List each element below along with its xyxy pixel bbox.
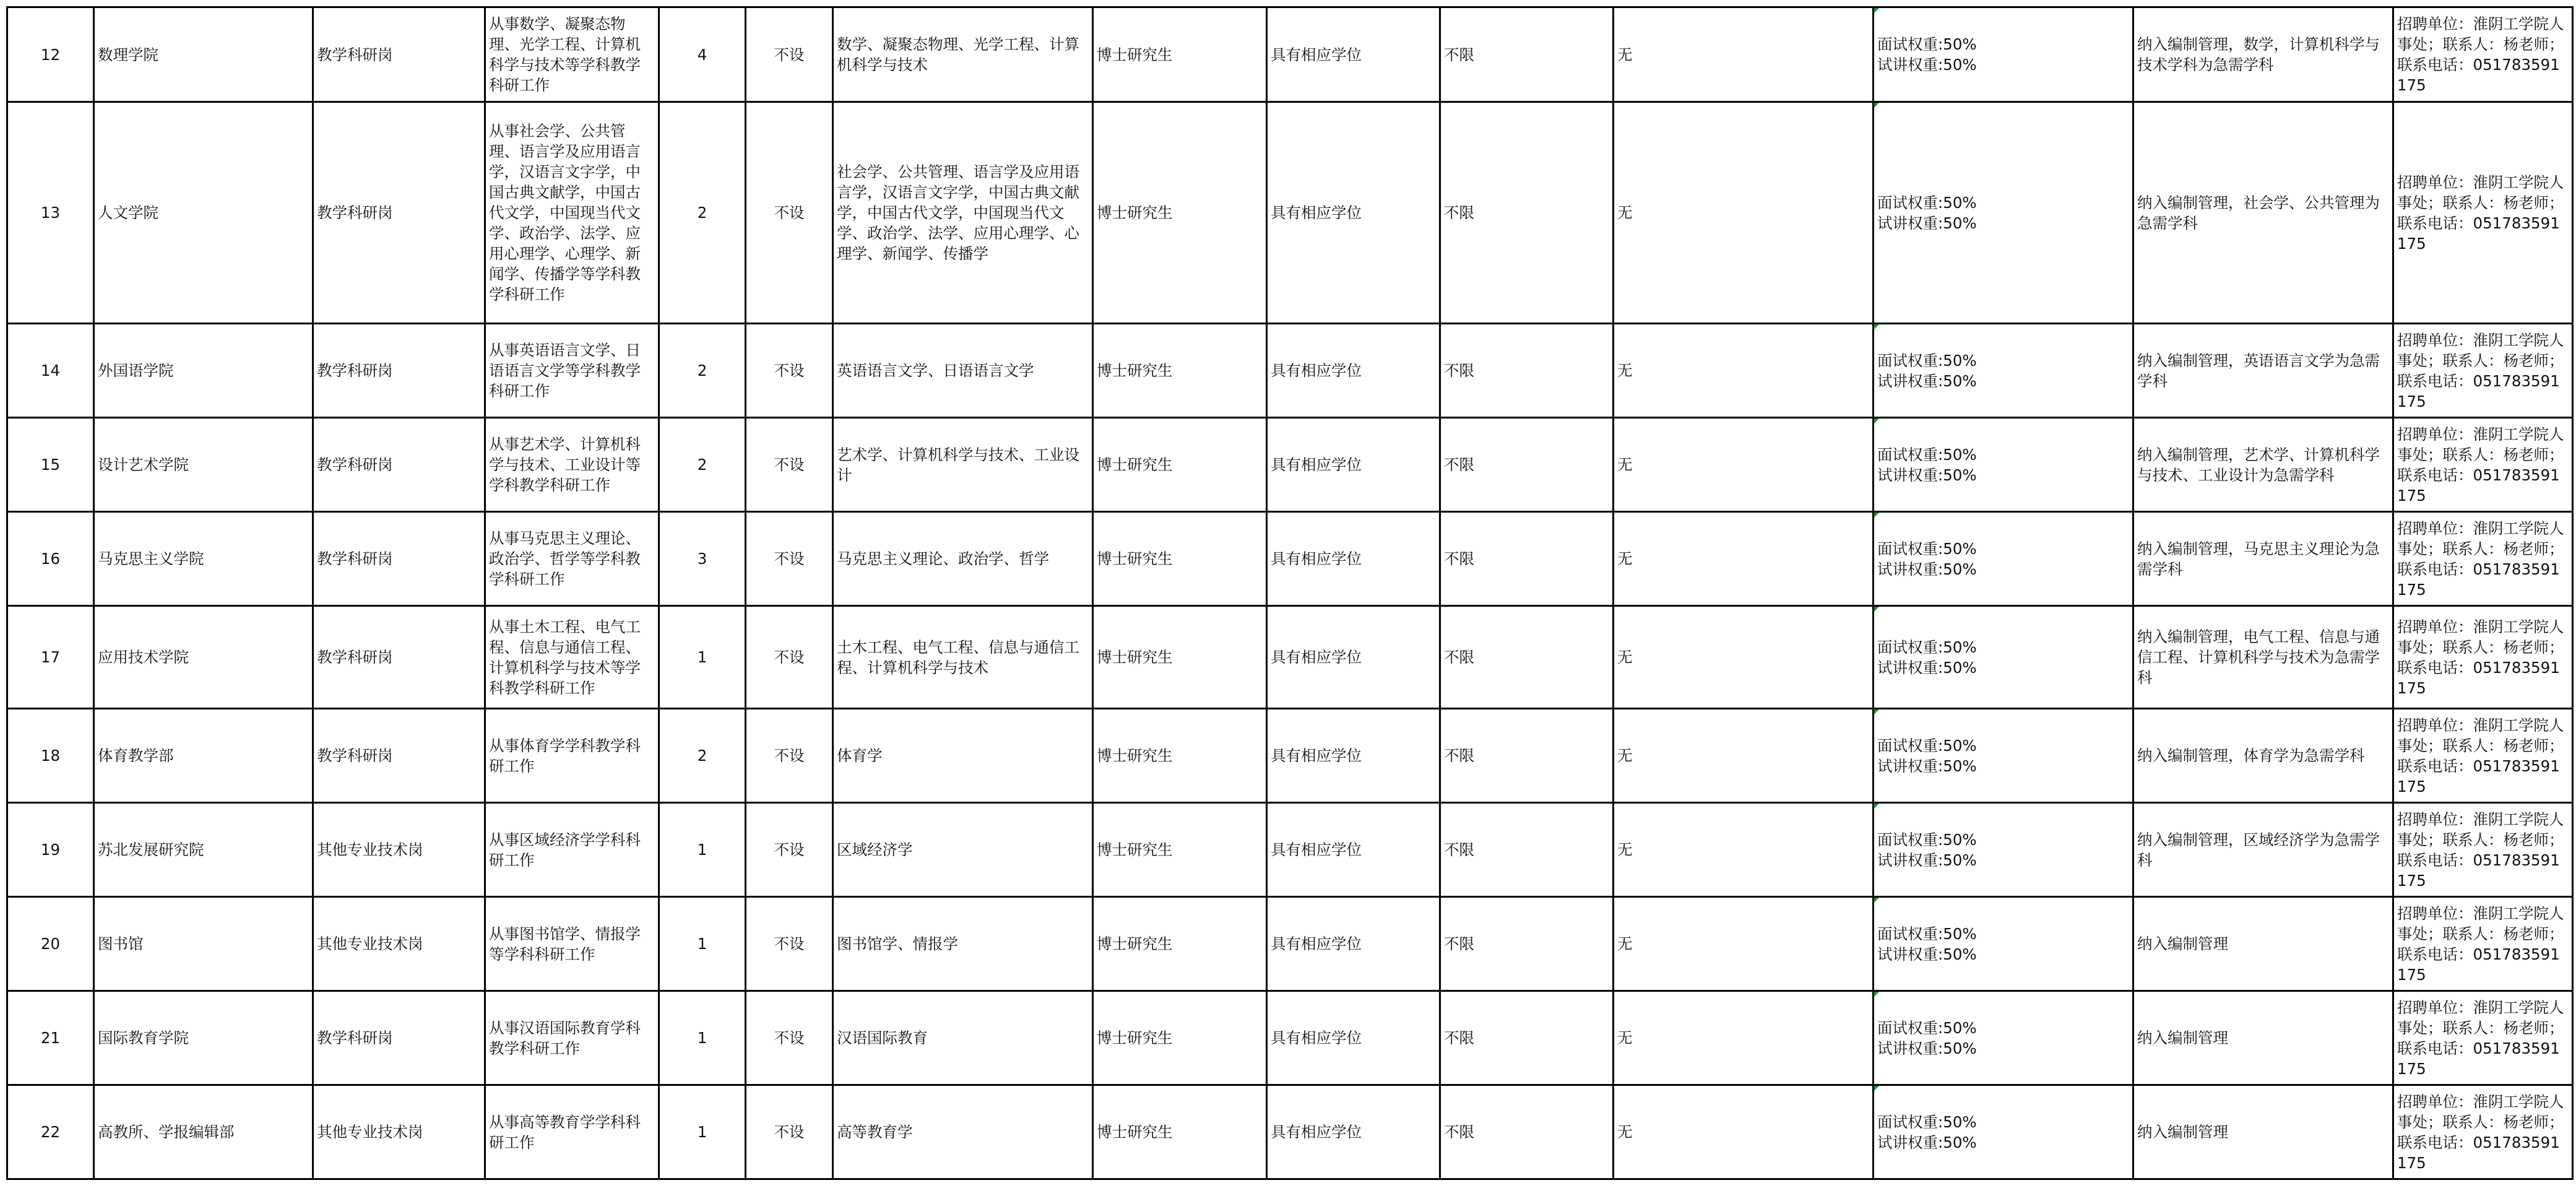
hiring-count-cell: 2 <box>659 324 746 418</box>
assessment-weights-cell <box>1874 102 2133 324</box>
exam-ratio-cell: 不设 <box>746 803 833 897</box>
major-requirement-cell: 区域经济学 <box>833 803 1093 897</box>
table-row <box>7 102 2573 324</box>
remarks-cell: 纳入编制管理，体育学为急需学科 <box>2133 709 2393 803</box>
hiring-unit-cell: 外国语学院 <box>94 324 313 418</box>
weight-interview-text: 面试权重:50% <box>1877 35 1977 53</box>
hiring-unit-cell: 高教所、学报编辑部 <box>94 1085 313 1179</box>
remarks-cell: 纳入编制管理 <box>2133 1085 2393 1179</box>
exam-ratio-cell: 不设 <box>746 512 833 606</box>
degree-requirement-cell: 具有相应学位 <box>1267 512 1440 606</box>
contact-info-cell: 招聘单位：淮阴工学院人事处；联系人：杨老师；联系电话：051783591175 <box>2393 803 2573 897</box>
education-requirement-cell: 博士研究生 <box>1093 803 1267 897</box>
education-requirement-cell: 博士研究生 <box>1093 1085 1267 1179</box>
education-requirement-cell: 博士研究生 <box>1093 512 1267 606</box>
comment-indicator-icon <box>1874 992 1879 997</box>
weight-interview-text: 面试权重:50% <box>1877 445 1977 464</box>
post-duty-cell: 从事汉语国际教育学科教学科研工作 <box>485 991 659 1085</box>
post-duty-cell: 从事马克思主义理论、政治学、哲学等学科教学科研工作 <box>485 512 659 606</box>
hiring-unit-cell: 图书馆 <box>94 897 313 991</box>
major-requirement-cell: 英语语言文学、日语语言文学 <box>833 324 1093 418</box>
comment-indicator-icon <box>1874 324 1879 329</box>
row-number-cell: 15 <box>7 418 94 512</box>
assessment-weights-cell <box>1874 324 2133 418</box>
contact-info-cell: 招聘单位：淮阴工学院人事处；联系人：杨老师；联系电话：051783591175 <box>2393 991 2573 1085</box>
remarks-cell: 纳入编制管理，英语语言文学为急需学科 <box>2133 324 2393 418</box>
weight-lecture-text: 试讲权重:50% <box>1877 214 1977 232</box>
row-number-cell: 17 <box>7 606 94 709</box>
degree-requirement-cell: 具有相应学位 <box>1267 803 1440 897</box>
exam-ratio-cell: 不设 <box>746 7 833 102</box>
recruitment-table <box>6 6 2574 1180</box>
post-duty-cell: 从事图书馆学、情报学等学科科研工作 <box>485 897 659 991</box>
hiring-unit-cell: 人文学院 <box>94 102 313 324</box>
comment-indicator-icon <box>1874 8 1879 13</box>
degree-requirement-cell: 具有相应学位 <box>1267 897 1440 991</box>
row-number-cell: 20 <box>7 897 94 991</box>
post-duty-cell: 从事社会学、公共管理、语言学及应用语言学，汉语言文字学，中国古典文献学，中国古代文学，中国现当代文学、政治学、法学、应用心理学、心理学、新闻学、传播学等学科教学科研工作 <box>485 102 659 324</box>
exam-ratio-cell: 不设 <box>746 1085 833 1179</box>
age-requirement-cell: 不限 <box>1440 512 1614 606</box>
hiring-unit-cell: 国际教育学院 <box>94 991 313 1085</box>
remarks-cell: 纳入编制管理，电气工程、信息与通信工程、计算机科学与技术为急需学科 <box>2133 606 2393 709</box>
comment-indicator-icon <box>1874 418 1879 423</box>
major-requirement-cell: 汉语国际教育 <box>833 991 1093 1085</box>
other-requirement-cell: 无 <box>1614 803 1874 897</box>
other-requirement-cell: 无 <box>1614 1085 1874 1179</box>
contact-info-cell: 招聘单位：淮阴工学院人事处；联系人：杨老师；联系电话：051783591175 <box>2393 324 2573 418</box>
table-row <box>7 7 2573 102</box>
weight-lecture-text: 试讲权重:50% <box>1877 560 1977 578</box>
row-number-cell: 22 <box>7 1085 94 1179</box>
exam-ratio-cell: 不设 <box>746 606 833 709</box>
age-requirement-cell: 不限 <box>1440 803 1614 897</box>
weight-interview-text: 面试权重:50% <box>1877 193 1977 212</box>
comment-indicator-icon <box>1874 898 1879 903</box>
post-type-cell: 其他专业技术岗 <box>313 1085 485 1179</box>
post-type-cell: 教学科研岗 <box>313 102 485 324</box>
hiring-count-cell: 4 <box>659 7 746 102</box>
contact-info-cell: 招聘单位：淮阴工学院人事处；联系人：杨老师；联系电话：051783591175 <box>2393 897 2573 991</box>
post-type-cell: 其他专业技术岗 <box>313 897 485 991</box>
hiring-count-cell: 1 <box>659 606 746 709</box>
assessment-weights-cell <box>1874 709 2133 803</box>
post-duty-cell: 从事体育学学科教学科研工作 <box>485 709 659 803</box>
education-requirement-cell: 博士研究生 <box>1093 897 1267 991</box>
table-row <box>7 709 2573 803</box>
weight-interview-text: 面试权重:50% <box>1877 1018 1977 1037</box>
weight-lecture-text: 试讲权重:50% <box>1877 1039 1977 1057</box>
age-requirement-cell: 不限 <box>1440 709 1614 803</box>
post-type-cell: 教学科研岗 <box>313 709 485 803</box>
remarks-cell: 纳入编制管理 <box>2133 897 2393 991</box>
hiring-unit-cell: 设计艺术学院 <box>94 418 313 512</box>
assessment-weights-cell <box>1874 991 2133 1085</box>
education-requirement-cell: 博士研究生 <box>1093 418 1267 512</box>
weight-lecture-text: 试讲权重:50% <box>1877 1133 1977 1151</box>
row-number-cell: 18 <box>7 709 94 803</box>
other-requirement-cell: 无 <box>1614 897 1874 991</box>
comment-indicator-icon <box>1874 607 1879 612</box>
post-type-cell: 教学科研岗 <box>313 7 485 102</box>
assessment-weights-cell <box>1874 897 2133 991</box>
other-requirement-cell: 无 <box>1614 7 1874 102</box>
other-requirement-cell: 无 <box>1614 102 1874 324</box>
education-requirement-cell: 博士研究生 <box>1093 709 1267 803</box>
assessment-weights-cell <box>1874 418 2133 512</box>
weight-lecture-text: 试讲权重:50% <box>1877 851 1977 869</box>
weight-interview-text: 面试权重:50% <box>1877 736 1977 755</box>
remarks-cell: 纳入编制管理，艺术学、计算机科学与技术、工业设计为急需学科 <box>2133 418 2393 512</box>
degree-requirement-cell: 具有相应学位 <box>1267 418 1440 512</box>
table-row <box>7 324 2573 418</box>
row-number-cell: 12 <box>7 7 94 102</box>
weight-interview-text: 面试权重:50% <box>1877 1112 1977 1131</box>
other-requirement-cell: 无 <box>1614 991 1874 1085</box>
weight-interview-text: 面试权重:50% <box>1877 539 1977 558</box>
contact-info-cell: 招聘单位：淮阴工学院人事处；联系人：杨老师；联系电话：051783591175 <box>2393 102 2573 324</box>
degree-requirement-cell: 具有相应学位 <box>1267 709 1440 803</box>
post-type-cell: 教学科研岗 <box>313 991 485 1085</box>
assessment-weights-cell <box>1874 7 2133 102</box>
row-number-cell: 19 <box>7 803 94 897</box>
post-type-cell: 其他专业技术岗 <box>313 803 485 897</box>
major-requirement-cell: 数学、凝聚态物理、光学工程、计算机科学与技术 <box>833 7 1093 102</box>
weight-lecture-text: 试讲权重:50% <box>1877 945 1977 963</box>
exam-ratio-cell: 不设 <box>746 897 833 991</box>
major-requirement-cell: 土木工程、电气工程、信息与通信工程、计算机科学与技术 <box>833 606 1093 709</box>
degree-requirement-cell: 具有相应学位 <box>1267 1085 1440 1179</box>
degree-requirement-cell: 具有相应学位 <box>1267 991 1440 1085</box>
age-requirement-cell: 不限 <box>1440 102 1614 324</box>
age-requirement-cell: 不限 <box>1440 418 1614 512</box>
remarks-cell: 纳入编制管理，社会学、公共管理为急需学科 <box>2133 102 2393 324</box>
age-requirement-cell: 不限 <box>1440 991 1614 1085</box>
contact-info-cell: 招聘单位：淮阴工学院人事处；联系人：杨老师；联系电话：051783591175 <box>2393 7 2573 102</box>
education-requirement-cell: 博士研究生 <box>1093 7 1267 102</box>
weight-lecture-text: 试讲权重:50% <box>1877 371 1977 390</box>
contact-info-cell: 招聘单位：淮阴工学院人事处；联系人：杨老师；联系电话：051783591175 <box>2393 418 2573 512</box>
table-row <box>7 803 2573 897</box>
table-row <box>7 418 2573 512</box>
age-requirement-cell: 不限 <box>1440 7 1614 102</box>
hiring-count-cell: 2 <box>659 418 746 512</box>
comment-indicator-icon <box>1874 1086 1879 1091</box>
hiring-count-cell: 2 <box>659 102 746 324</box>
row-number-cell: 14 <box>7 324 94 418</box>
table-row <box>7 1085 2573 1179</box>
post-duty-cell: 从事英语语言文学、日语语言文学等学科教学科研工作 <box>485 324 659 418</box>
weight-interview-text: 面试权重:50% <box>1877 638 1977 656</box>
degree-requirement-cell: 具有相应学位 <box>1267 324 1440 418</box>
post-duty-cell: 从事艺术学、计算机科学与技术、工业设计等学科教学科研工作 <box>485 418 659 512</box>
hiring-count-cell: 1 <box>659 1085 746 1179</box>
weight-interview-text: 面试权重:50% <box>1877 830 1977 849</box>
degree-requirement-cell: 具有相应学位 <box>1267 606 1440 709</box>
contact-info-cell: 招聘单位：淮阴工学院人事处；联系人：杨老师；联系电话：051783591175 <box>2393 512 2573 606</box>
comment-indicator-icon <box>1874 103 1879 108</box>
row-number-cell: 16 <box>7 512 94 606</box>
assessment-weights-cell <box>1874 606 2133 709</box>
weight-lecture-text: 试讲权重:50% <box>1877 466 1977 484</box>
major-requirement-cell: 社会学、公共管理、语言学及应用语言学，汉语言文字学，中国古典文献学，中国古代文学，中国现当代文学、政治学、法学、应用心理学、心理学、新闻学、传播学 <box>833 102 1093 324</box>
remarks-cell: 纳入编制管理，数学，计算机科学与技术学科为急需学科 <box>2133 7 2393 102</box>
assessment-weights-cell <box>1874 1085 2133 1179</box>
post-duty-cell: 从事高等教育学学科科研工作 <box>485 1085 659 1179</box>
age-requirement-cell: 不限 <box>1440 606 1614 709</box>
hiring-count-cell: 1 <box>659 991 746 1085</box>
assessment-weights-cell <box>1874 803 2133 897</box>
weight-lecture-text: 试讲权重:50% <box>1877 658 1977 677</box>
degree-requirement-cell: 具有相应学位 <box>1267 7 1440 102</box>
age-requirement-cell: 不限 <box>1440 1085 1614 1179</box>
major-requirement-cell: 高等教育学 <box>833 1085 1093 1179</box>
table-row <box>7 991 2573 1085</box>
post-type-cell: 教学科研岗 <box>313 418 485 512</box>
remarks-cell: 纳入编制管理，区域经济学为急需学科 <box>2133 803 2393 897</box>
contact-info-cell: 招聘单位：淮阴工学院人事处；联系人：杨老师；联系电话：051783591175 <box>2393 606 2573 709</box>
other-requirement-cell: 无 <box>1614 512 1874 606</box>
other-requirement-cell: 无 <box>1614 418 1874 512</box>
hiring-count-cell: 1 <box>659 897 746 991</box>
hiring-unit-cell: 应用技术学院 <box>94 606 313 709</box>
weight-lecture-text: 试讲权重:50% <box>1877 56 1977 74</box>
education-requirement-cell: 博士研究生 <box>1093 606 1267 709</box>
post-duty-cell: 从事数学、凝聚态物理、光学工程、计算机科学与技术等学科教学科研工作 <box>485 7 659 102</box>
education-requirement-cell: 博士研究生 <box>1093 991 1267 1085</box>
post-type-cell: 教学科研岗 <box>313 606 485 709</box>
comment-indicator-icon <box>1874 804 1879 809</box>
weight-interview-text: 面试权重:50% <box>1877 924 1977 943</box>
hiring-count-cell: 1 <box>659 803 746 897</box>
assessment-weights-cell <box>1874 512 2133 606</box>
comment-indicator-icon <box>1874 709 1879 714</box>
table-row <box>7 606 2573 709</box>
hiring-count-cell: 2 <box>659 709 746 803</box>
hiring-count-cell: 3 <box>659 512 746 606</box>
other-requirement-cell: 无 <box>1614 709 1874 803</box>
other-requirement-cell: 无 <box>1614 606 1874 709</box>
education-requirement-cell: 博士研究生 <box>1093 324 1267 418</box>
table-row <box>7 897 2573 991</box>
age-requirement-cell: 不限 <box>1440 324 1614 418</box>
exam-ratio-cell: 不设 <box>746 709 833 803</box>
comment-indicator-icon <box>1874 513 1879 518</box>
post-duty-cell: 从事区域经济学学科科研工作 <box>485 803 659 897</box>
major-requirement-cell: 图书馆学、情报学 <box>833 897 1093 991</box>
hiring-unit-cell: 体育教学部 <box>94 709 313 803</box>
exam-ratio-cell: 不设 <box>746 418 833 512</box>
weight-interview-text: 面试权重:50% <box>1877 351 1977 370</box>
exam-ratio-cell: 不设 <box>746 991 833 1085</box>
age-requirement-cell: 不限 <box>1440 897 1614 991</box>
contact-info-cell: 招聘单位：淮阴工学院人事处；联系人：杨老师；联系电话：051783591175 <box>2393 1085 2573 1179</box>
post-type-cell: 教学科研岗 <box>313 324 485 418</box>
post-duty-cell: 从事土木工程、电气工程、信息与通信工程、计算机科学与技术等学科教学科研工作 <box>485 606 659 709</box>
remarks-cell: 纳入编制管理 <box>2133 991 2393 1085</box>
table-row <box>7 512 2573 606</box>
hiring-unit-cell: 苏北发展研究院 <box>94 803 313 897</box>
hiring-unit-cell: 数理学院 <box>94 7 313 102</box>
hiring-unit-cell: 马克思主义学院 <box>94 512 313 606</box>
exam-ratio-cell: 不设 <box>746 324 833 418</box>
post-type-cell: 教学科研岗 <box>313 512 485 606</box>
row-number-cell: 13 <box>7 102 94 324</box>
row-number-cell: 21 <box>7 991 94 1085</box>
major-requirement-cell: 马克思主义理论、政治学、哲学 <box>833 512 1093 606</box>
education-requirement-cell: 博士研究生 <box>1093 102 1267 324</box>
degree-requirement-cell: 具有相应学位 <box>1267 102 1440 324</box>
contact-info-cell: 招聘单位：淮阴工学院人事处；联系人：杨老师；联系电话：051783591175 <box>2393 709 2573 803</box>
major-requirement-cell: 体育学 <box>833 709 1093 803</box>
remarks-cell: 纳入编制管理，马克思主义理论为急需学科 <box>2133 512 2393 606</box>
weight-lecture-text: 试讲权重:50% <box>1877 757 1977 775</box>
major-requirement-cell: 艺术学、计算机科学与技术、工业设计 <box>833 418 1093 512</box>
other-requirement-cell: 无 <box>1614 324 1874 418</box>
exam-ratio-cell: 不设 <box>746 102 833 324</box>
